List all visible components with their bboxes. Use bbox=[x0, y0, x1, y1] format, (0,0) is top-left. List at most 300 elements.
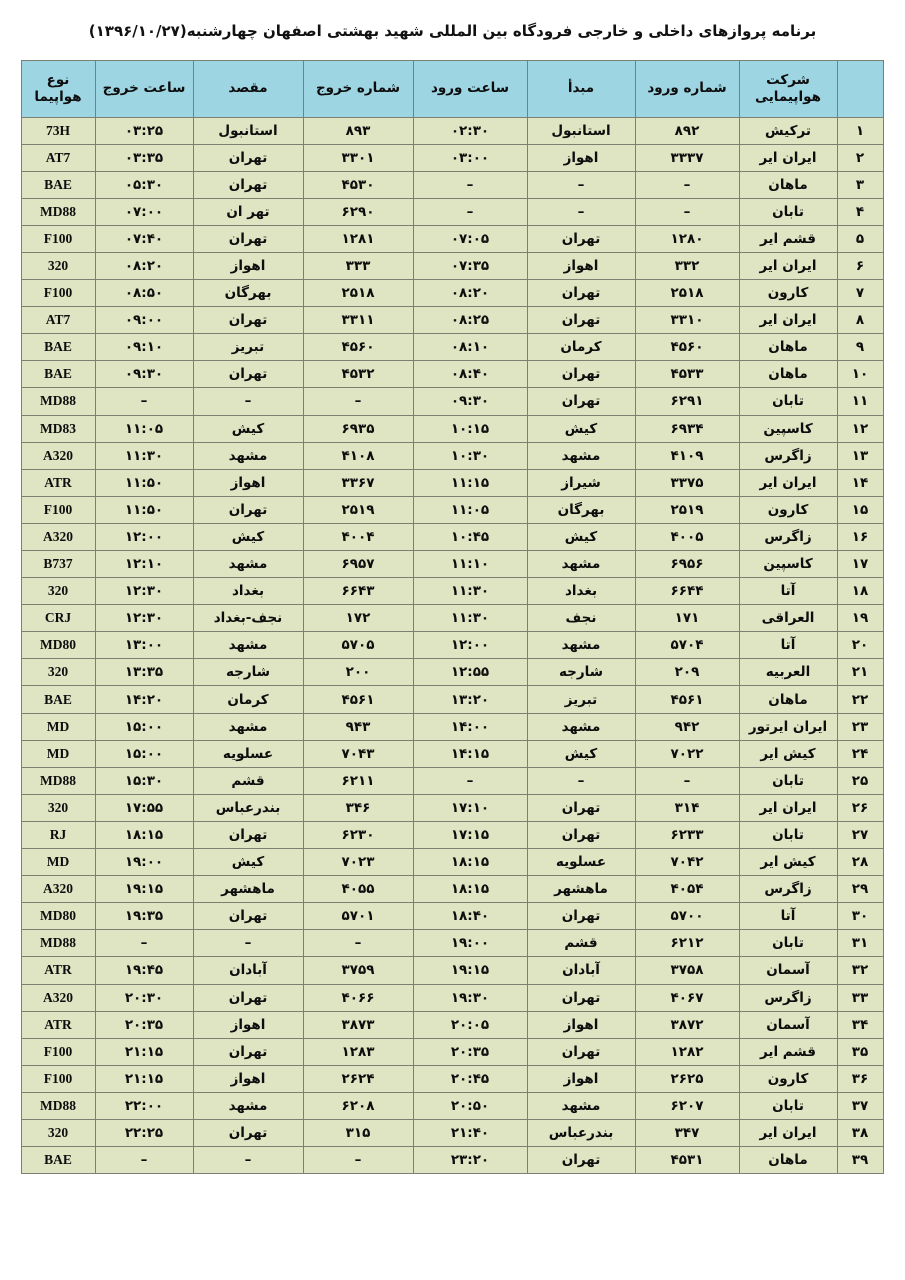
cell-arrival-number: – bbox=[635, 767, 739, 794]
table-row bbox=[21, 198, 883, 225]
cell-departure-time: ۱۴:۲۰ bbox=[95, 686, 193, 713]
cell-arrival-number: ۵۷۰۴ bbox=[635, 632, 739, 659]
cell-destination: نجف-بغداد bbox=[193, 605, 303, 632]
table-row bbox=[21, 442, 883, 469]
cell-airline: ماهان bbox=[739, 361, 837, 388]
cell-airline: تابان bbox=[739, 930, 837, 957]
cell-departure-time: ۲۲:۰۰ bbox=[95, 1092, 193, 1119]
cell-aircraft-type: AT7 bbox=[21, 144, 95, 171]
cell-origin: تهران bbox=[527, 388, 635, 415]
cell-aircraft-type: MD88 bbox=[21, 930, 95, 957]
cell-airline: ماهان bbox=[739, 686, 837, 713]
cell-index: ۱۴ bbox=[837, 469, 883, 496]
cell-arrival-number: ۲۵۱۹ bbox=[635, 496, 739, 523]
cell-arrival-number: – bbox=[635, 198, 739, 225]
cell-arrival-time: ۱۲:۵۵ bbox=[413, 659, 527, 686]
cell-arrival-number: ۶۲۳۳ bbox=[635, 821, 739, 848]
cell-origin: اهواز bbox=[527, 1065, 635, 1092]
cell-index: ۲۱ bbox=[837, 659, 883, 686]
cell-destination: تبریز bbox=[193, 334, 303, 361]
cell-departure-number: ۷۰۲۳ bbox=[303, 849, 413, 876]
table-row bbox=[21, 361, 883, 388]
cell-destination: کیش bbox=[193, 849, 303, 876]
column-header-destination: مقصد bbox=[193, 60, 303, 117]
table-row bbox=[21, 1092, 883, 1119]
cell-arrival-number: ۴۰۶۷ bbox=[635, 984, 739, 1011]
cell-destination: ماهشهر bbox=[193, 876, 303, 903]
cell-origin: بغداد bbox=[527, 578, 635, 605]
cell-arrival-time: ۱۳:۲۰ bbox=[413, 686, 527, 713]
cell-aircraft-type: MD83 bbox=[21, 415, 95, 442]
cell-origin: – bbox=[527, 767, 635, 794]
table-row bbox=[21, 144, 883, 171]
cell-index: ۳۰ bbox=[837, 903, 883, 930]
cell-departure-time: ۰۹:۱۰ bbox=[95, 334, 193, 361]
cell-arrival-time: ۱۴:۱۵ bbox=[413, 740, 527, 767]
cell-arrival-number: ۴۰۵۴ bbox=[635, 876, 739, 903]
cell-departure-number: ۵۷۰۵ bbox=[303, 632, 413, 659]
cell-origin: بهرگان bbox=[527, 496, 635, 523]
cell-destination: اهواز bbox=[193, 1011, 303, 1038]
table-row bbox=[21, 659, 883, 686]
cell-destination: تهران bbox=[193, 144, 303, 171]
cell-airline: ایران ایر bbox=[739, 794, 837, 821]
table-header-row bbox=[21, 60, 883, 117]
cell-departure-number: ۳۳۱۱ bbox=[303, 307, 413, 334]
cell-arrival-number: ۶۲۱۲ bbox=[635, 930, 739, 957]
table-body bbox=[21, 117, 883, 1174]
cell-destination: – bbox=[193, 1147, 303, 1174]
cell-aircraft-type: MD80 bbox=[21, 903, 95, 930]
cell-aircraft-type: BAE bbox=[21, 1147, 95, 1174]
cell-arrival-number: ۳۴۷ bbox=[635, 1119, 739, 1146]
cell-destination: بغداد bbox=[193, 578, 303, 605]
cell-airline: زاگرس bbox=[739, 984, 837, 1011]
cell-origin: مشهد bbox=[527, 1092, 635, 1119]
cell-destination: بندرعباس bbox=[193, 794, 303, 821]
cell-departure-number: ۱۲۸۳ bbox=[303, 1038, 413, 1065]
cell-departure-number: ۳۳۰۱ bbox=[303, 144, 413, 171]
cell-airline: آتا bbox=[739, 578, 837, 605]
cell-origin: مشهد bbox=[527, 442, 635, 469]
cell-destination: بهرگان bbox=[193, 280, 303, 307]
cell-airline: ایران ایر bbox=[739, 307, 837, 334]
cell-origin: نجف bbox=[527, 605, 635, 632]
cell-index: ۲۷ bbox=[837, 821, 883, 848]
cell-arrival-number: ۱۲۸۰ bbox=[635, 225, 739, 252]
cell-departure-number: ۲۵۱۸ bbox=[303, 280, 413, 307]
cell-airline: قشم ایر bbox=[739, 225, 837, 252]
cell-aircraft-type: BAE bbox=[21, 686, 95, 713]
cell-origin: تهران bbox=[527, 225, 635, 252]
cell-index: ۲۸ bbox=[837, 849, 883, 876]
cell-airline: آسمان bbox=[739, 1011, 837, 1038]
cell-destination: اهواز bbox=[193, 469, 303, 496]
cell-arrival-time: ۱۰:۱۵ bbox=[413, 415, 527, 442]
cell-arrival-number: ۶۲۰۷ bbox=[635, 1092, 739, 1119]
cell-arrival-time: ۰۷:۰۵ bbox=[413, 225, 527, 252]
cell-destination: کیش bbox=[193, 523, 303, 550]
cell-arrival-time: ۲۰:۵۰ bbox=[413, 1092, 527, 1119]
cell-airline: آتا bbox=[739, 903, 837, 930]
cell-airline: تابان bbox=[739, 1092, 837, 1119]
table-row bbox=[21, 1119, 883, 1146]
cell-origin: کیش bbox=[527, 523, 635, 550]
cell-aircraft-type: MD bbox=[21, 849, 95, 876]
table-row bbox=[21, 171, 883, 198]
cell-origin: تهران bbox=[527, 361, 635, 388]
cell-destination: تهران bbox=[193, 225, 303, 252]
cell-departure-number: ۲۵۱۹ bbox=[303, 496, 413, 523]
cell-arrival-time: – bbox=[413, 171, 527, 198]
flight-schedule-table bbox=[21, 60, 884, 1175]
cell-airline: کاسپین bbox=[739, 415, 837, 442]
table-row bbox=[21, 632, 883, 659]
cell-aircraft-type: 320 bbox=[21, 1119, 95, 1146]
cell-departure-number: ۴۵۳۰ bbox=[303, 171, 413, 198]
table-header bbox=[21, 60, 883, 117]
table-row bbox=[21, 334, 883, 361]
cell-index: ۳۹ bbox=[837, 1147, 883, 1174]
cell-aircraft-type: MD80 bbox=[21, 632, 95, 659]
cell-index: ۲۰ bbox=[837, 632, 883, 659]
cell-aircraft-type: A320 bbox=[21, 523, 95, 550]
cell-arrival-number: ۳۱۴ bbox=[635, 794, 739, 821]
table-row bbox=[21, 930, 883, 957]
cell-arrival-time: ۱۱:۱۰ bbox=[413, 551, 527, 578]
cell-origin: ماهشهر bbox=[527, 876, 635, 903]
cell-departure-number: ۲۰۰ bbox=[303, 659, 413, 686]
cell-airline: کیش ایر bbox=[739, 740, 837, 767]
cell-departure-time: ۰۹:۰۰ bbox=[95, 307, 193, 334]
cell-index: ۳۱ bbox=[837, 930, 883, 957]
cell-arrival-time: ۲۳:۲۰ bbox=[413, 1147, 527, 1174]
table-row bbox=[21, 876, 883, 903]
cell-airline: تابان bbox=[739, 388, 837, 415]
cell-aircraft-type: A320 bbox=[21, 984, 95, 1011]
cell-index: ۱۶ bbox=[837, 523, 883, 550]
cell-aircraft-type: BAE bbox=[21, 171, 95, 198]
cell-index: ۸ bbox=[837, 307, 883, 334]
table-row bbox=[21, 767, 883, 794]
cell-departure-number: ۶۲۹۰ bbox=[303, 198, 413, 225]
cell-arrival-time: ۱۴:۰۰ bbox=[413, 713, 527, 740]
cell-arrival-number: ۹۴۲ bbox=[635, 713, 739, 740]
cell-destination: مشهد bbox=[193, 442, 303, 469]
cell-index: ۲۳ bbox=[837, 713, 883, 740]
cell-destination: تهران bbox=[193, 821, 303, 848]
cell-index: ۴ bbox=[837, 198, 883, 225]
cell-departure-number: ۶۲۱۱ bbox=[303, 767, 413, 794]
cell-index: ۲۲ bbox=[837, 686, 883, 713]
table-row bbox=[21, 984, 883, 1011]
cell-arrival-time: ۲۰:۳۵ bbox=[413, 1038, 527, 1065]
cell-arrival-number: ۳۳۷۵ bbox=[635, 469, 739, 496]
cell-origin: تبریز bbox=[527, 686, 635, 713]
cell-aircraft-type: F100 bbox=[21, 280, 95, 307]
cell-arrival-number: ۴۰۰۵ bbox=[635, 523, 739, 550]
cell-aircraft-type: CRJ bbox=[21, 605, 95, 632]
cell-arrival-time: – bbox=[413, 198, 527, 225]
cell-departure-time: ۲۱:۱۵ bbox=[95, 1038, 193, 1065]
cell-arrival-time: ۱۸:۴۰ bbox=[413, 903, 527, 930]
cell-destination: کرمان bbox=[193, 686, 303, 713]
cell-index: ۶ bbox=[837, 252, 883, 279]
cell-departure-time: ۰۹:۳۰ bbox=[95, 361, 193, 388]
cell-destination: شارجه bbox=[193, 659, 303, 686]
cell-arrival-time: ۰۲:۳۰ bbox=[413, 117, 527, 144]
cell-departure-number: ۳۷۵۹ bbox=[303, 957, 413, 984]
cell-arrival-number: ۳۳۳۷ bbox=[635, 144, 739, 171]
cell-destination: تهران bbox=[193, 903, 303, 930]
cell-departure-time: ۰۸:۲۰ bbox=[95, 252, 193, 279]
cell-index: ۵ bbox=[837, 225, 883, 252]
cell-index: ۲۴ bbox=[837, 740, 883, 767]
cell-departure-number: ۴۵۶۰ bbox=[303, 334, 413, 361]
cell-departure-number: ۲۶۲۴ bbox=[303, 1065, 413, 1092]
cell-arrival-number: ۱۲۸۲ bbox=[635, 1038, 739, 1065]
cell-departure-time: ۱۱:۳۰ bbox=[95, 442, 193, 469]
cell-departure-time: ۱۵:۳۰ bbox=[95, 767, 193, 794]
cell-origin: آبادان bbox=[527, 957, 635, 984]
cell-aircraft-type: MD88 bbox=[21, 767, 95, 794]
cell-airline: تابان bbox=[739, 767, 837, 794]
cell-departure-time: ۱۵:۰۰ bbox=[95, 740, 193, 767]
cell-origin: کرمان bbox=[527, 334, 635, 361]
cell-departure-number: ۶۲۳۰ bbox=[303, 821, 413, 848]
table-row bbox=[21, 794, 883, 821]
cell-destination: تهران bbox=[193, 496, 303, 523]
cell-departure-number: ۴۵۶۱ bbox=[303, 686, 413, 713]
column-header-arrival-number: شماره ورود bbox=[635, 60, 739, 117]
cell-arrival-time: ۰۷:۳۵ bbox=[413, 252, 527, 279]
cell-aircraft-type: RJ bbox=[21, 821, 95, 848]
cell-aircraft-type: ATR bbox=[21, 469, 95, 496]
cell-departure-time: ۱۲:۰۰ bbox=[95, 523, 193, 550]
cell-arrival-time: ۱۹:۰۰ bbox=[413, 930, 527, 957]
cell-arrival-number: ۴۵۳۳ bbox=[635, 361, 739, 388]
cell-destination: استانبول bbox=[193, 117, 303, 144]
cell-airline: ماهان bbox=[739, 334, 837, 361]
cell-aircraft-type: 320 bbox=[21, 659, 95, 686]
cell-aircraft-type: F100 bbox=[21, 225, 95, 252]
cell-arrival-number: ۶۹۳۴ bbox=[635, 415, 739, 442]
cell-destination: تهران bbox=[193, 307, 303, 334]
cell-arrival-time: ۱۹:۳۰ bbox=[413, 984, 527, 1011]
cell-origin: تهران bbox=[527, 1147, 635, 1174]
cell-index: ۳۸ bbox=[837, 1119, 883, 1146]
cell-index: ۳۲ bbox=[837, 957, 883, 984]
cell-airline: کارون bbox=[739, 1065, 837, 1092]
cell-departure-time: ۰۵:۳۰ bbox=[95, 171, 193, 198]
cell-origin: تهران bbox=[527, 821, 635, 848]
cell-index: ۱۹ bbox=[837, 605, 883, 632]
cell-departure-time: ۰۸:۵۰ bbox=[95, 280, 193, 307]
cell-aircraft-type: A320 bbox=[21, 442, 95, 469]
cell-origin: عسلویه bbox=[527, 849, 635, 876]
cell-departure-number: ۱۲۸۱ bbox=[303, 225, 413, 252]
cell-arrival-time: ۰۸:۱۰ bbox=[413, 334, 527, 361]
cell-arrival-time: ۰۳:۰۰ bbox=[413, 144, 527, 171]
cell-departure-time: ۰۳:۳۵ bbox=[95, 144, 193, 171]
table-row bbox=[21, 1065, 883, 1092]
cell-origin: کیش bbox=[527, 740, 635, 767]
table-row bbox=[21, 713, 883, 740]
column-header-origin: مبدأ bbox=[527, 60, 635, 117]
cell-departure-number: ۸۹۳ bbox=[303, 117, 413, 144]
cell-origin: قشم bbox=[527, 930, 635, 957]
table-row bbox=[21, 1038, 883, 1065]
cell-departure-time: ۱۷:۵۵ bbox=[95, 794, 193, 821]
cell-origin: تهران bbox=[527, 984, 635, 1011]
cell-destination: آبادان bbox=[193, 957, 303, 984]
cell-arrival-number: ۴۵۶۱ bbox=[635, 686, 739, 713]
cell-departure-time: ۲۲:۲۵ bbox=[95, 1119, 193, 1146]
cell-airline: زاگرس bbox=[739, 442, 837, 469]
cell-arrival-number: ۴۱۰۹ bbox=[635, 442, 739, 469]
cell-index: ۱۸ bbox=[837, 578, 883, 605]
cell-arrival-number: ۱۷۱ bbox=[635, 605, 739, 632]
column-header-arrival-time: ساعت ورود bbox=[413, 60, 527, 117]
cell-destination: تهران bbox=[193, 171, 303, 198]
cell-origin: – bbox=[527, 198, 635, 225]
cell-departure-time: ۱۱:۵۰ bbox=[95, 496, 193, 523]
cell-airline: ایران ایر bbox=[739, 252, 837, 279]
cell-index: ۲۵ bbox=[837, 767, 883, 794]
cell-origin: شارجه bbox=[527, 659, 635, 686]
cell-index: ۳۴ bbox=[837, 1011, 883, 1038]
cell-origin: اهواز bbox=[527, 252, 635, 279]
cell-departure-time: – bbox=[95, 388, 193, 415]
cell-arrival-time: ۱۱:۳۰ bbox=[413, 605, 527, 632]
cell-departure-time: – bbox=[95, 1147, 193, 1174]
cell-aircraft-type: BAE bbox=[21, 361, 95, 388]
cell-index: ۱۵ bbox=[837, 496, 883, 523]
cell-airline: قشم ایر bbox=[739, 1038, 837, 1065]
cell-arrival-number: ۴۵۶۰ bbox=[635, 334, 739, 361]
cell-arrival-number: ۵۷۰۰ bbox=[635, 903, 739, 930]
column-header-departure-time: ساعت خروج bbox=[95, 60, 193, 117]
cell-destination: اهواز bbox=[193, 1065, 303, 1092]
cell-departure-time: ۱۳:۰۰ bbox=[95, 632, 193, 659]
table-row bbox=[21, 821, 883, 848]
cell-departure-number: ۳۴۶ bbox=[303, 794, 413, 821]
cell-aircraft-type: MD88 bbox=[21, 388, 95, 415]
cell-aircraft-type: AT7 bbox=[21, 307, 95, 334]
cell-departure-number: ۷۰۴۳ bbox=[303, 740, 413, 767]
cell-origin: تهران bbox=[527, 280, 635, 307]
cell-arrival-number: ۶۲۹۱ bbox=[635, 388, 739, 415]
cell-airline: آتا bbox=[739, 632, 837, 659]
cell-index: ۱۰ bbox=[837, 361, 883, 388]
cell-arrival-time: ۱۸:۱۵ bbox=[413, 876, 527, 903]
cell-departure-number: ۴۰۰۴ bbox=[303, 523, 413, 550]
table-row bbox=[21, 849, 883, 876]
cell-origin: تهران bbox=[527, 307, 635, 334]
cell-departure-time: ۱۲:۱۰ bbox=[95, 551, 193, 578]
cell-aircraft-type: 320 bbox=[21, 252, 95, 279]
cell-destination: مشهد bbox=[193, 632, 303, 659]
table-row bbox=[21, 523, 883, 550]
table-row bbox=[21, 1011, 883, 1038]
cell-arrival-number: ۳۷۵۸ bbox=[635, 957, 739, 984]
cell-index: ۱۲ bbox=[837, 415, 883, 442]
cell-aircraft-type: F100 bbox=[21, 1065, 95, 1092]
schedule-table-container bbox=[22, 48, 884, 1175]
cell-destination: مشهد bbox=[193, 713, 303, 740]
cell-arrival-time: ۱۱:۰۵ bbox=[413, 496, 527, 523]
cell-index: ۲۶ bbox=[837, 794, 883, 821]
table-row bbox=[21, 307, 883, 334]
cell-airline: تابان bbox=[739, 198, 837, 225]
cell-departure-number: ۳۸۷۳ bbox=[303, 1011, 413, 1038]
cell-destination: تهران bbox=[193, 1038, 303, 1065]
cell-departure-time: ۱۹:۱۵ bbox=[95, 876, 193, 903]
cell-origin: مشهد bbox=[527, 632, 635, 659]
cell-aircraft-type: ATR bbox=[21, 1011, 95, 1038]
cell-airline: ماهان bbox=[739, 1147, 837, 1174]
cell-arrival-number: ۷۰۴۲ bbox=[635, 849, 739, 876]
cell-arrival-number: – bbox=[635, 171, 739, 198]
cell-index: ۲ bbox=[837, 144, 883, 171]
table-row bbox=[21, 388, 883, 415]
cell-destination: عسلویه bbox=[193, 740, 303, 767]
cell-arrival-time: ۱۱:۳۰ bbox=[413, 578, 527, 605]
cell-departure-time: ۱۱:۰۵ bbox=[95, 415, 193, 442]
cell-departure-time: ۱۲:۳۰ bbox=[95, 578, 193, 605]
cell-departure-time: – bbox=[95, 930, 193, 957]
cell-airline: کاسپین bbox=[739, 551, 837, 578]
cell-airline: کارون bbox=[739, 280, 837, 307]
cell-airline: العراقی bbox=[739, 605, 837, 632]
cell-origin: تهران bbox=[527, 1038, 635, 1065]
cell-departure-number: ۳۳۶۷ bbox=[303, 469, 413, 496]
cell-arrival-time: ۱۷:۱۰ bbox=[413, 794, 527, 821]
cell-airline: زاگرس bbox=[739, 876, 837, 903]
page-title: برنامه پروازهای داخلی و خارجی فرودگاه بین المللی شهید بهشتی اصفهان چهارشنبه(۱۳۹۶/۱۰/۲۷) bbox=[88, 22, 817, 40]
cell-destination: – bbox=[193, 930, 303, 957]
cell-aircraft-type: MD bbox=[21, 713, 95, 740]
cell-departure-number: ۴۰۶۶ bbox=[303, 984, 413, 1011]
cell-index: ۳۷ bbox=[837, 1092, 883, 1119]
cell-aircraft-type: 320 bbox=[21, 578, 95, 605]
cell-arrival-number: ۶۶۴۴ bbox=[635, 578, 739, 605]
cell-origin: مشهد bbox=[527, 713, 635, 740]
table-row bbox=[21, 496, 883, 523]
column-header-index bbox=[837, 60, 883, 117]
table-row bbox=[21, 605, 883, 632]
cell-departure-time: ۰۷:۴۰ bbox=[95, 225, 193, 252]
cell-departure-number: ۶۶۴۳ bbox=[303, 578, 413, 605]
cell-index: ۲۹ bbox=[837, 876, 883, 903]
cell-destination: کیش bbox=[193, 415, 303, 442]
cell-aircraft-type: ATR bbox=[21, 957, 95, 984]
table-row bbox=[21, 117, 883, 144]
cell-departure-number: ۶۲۰۸ bbox=[303, 1092, 413, 1119]
cell-airline: تابان bbox=[739, 821, 837, 848]
cell-aircraft-type: B737 bbox=[21, 551, 95, 578]
cell-arrival-number: ۳۸۷۲ bbox=[635, 1011, 739, 1038]
cell-aircraft-type: MD88 bbox=[21, 198, 95, 225]
cell-arrival-time: ۲۰:۰۵ bbox=[413, 1011, 527, 1038]
column-header-departure-number: شماره خروج bbox=[303, 60, 413, 117]
cell-origin: تهران bbox=[527, 794, 635, 821]
cell-departure-time: ۲۱:۱۵ bbox=[95, 1065, 193, 1092]
column-header-airline: شرکت هواپیمایی bbox=[739, 60, 837, 117]
cell-arrival-time: ۲۱:۴۰ bbox=[413, 1119, 527, 1146]
cell-origin: مشهد bbox=[527, 551, 635, 578]
cell-destination: اهواز bbox=[193, 252, 303, 279]
